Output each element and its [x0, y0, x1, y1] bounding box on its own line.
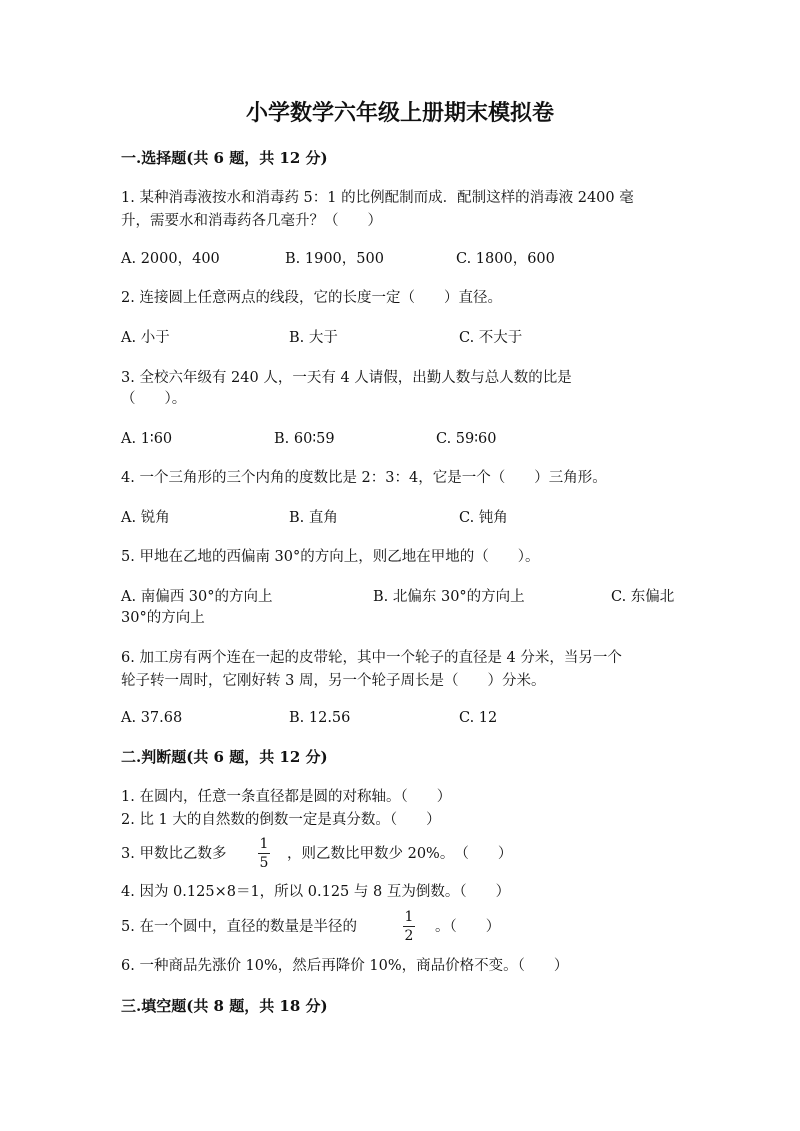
judgement-item-1: 1. 在圆内，任意一条直径都是圆的对称轴。（ ） — [121, 789, 452, 805]
question-4-line-1: 4. 一个三角形的三个内角的度数比是 2：3：4，它是一个（ ）三角形。 — [121, 470, 607, 486]
question-3-line-1: 3. 全校六年级有 240 人，一天有 4 人请假，出勤人数与总人数的比是 — [121, 370, 572, 386]
judgement-item-6: 6. 一种商品先涨价 10%，然后再降价 10%，商品价格不变。（ ） — [121, 958, 569, 974]
question-3-option-c: C. 59∶60 — [436, 431, 497, 447]
fraction-denominator: 2 — [404, 928, 414, 944]
fraction-bar — [258, 853, 270, 854]
question-5-option-c: C. 东偏北 — [611, 589, 675, 605]
question-1-option-a: A. 2000，400 — [121, 251, 220, 267]
fraction-one-half — [401, 909, 417, 944]
question-6-line-1: 6. 加工房有两个连在一起的皮带轮，其中一个轮子的直径是 4 分米，当另一个 — [121, 650, 622, 666]
question-2-option-c: C. 不大于 — [459, 330, 523, 346]
question-3-option-b: B. 60∶59 — [274, 431, 335, 447]
section-heading-fill-in: 三.填空题(共 8 题，共 18 分) — [121, 997, 328, 1015]
question-4-option-b: B. 直角 — [289, 510, 338, 526]
question-1-option-b: B. 1900，500 — [285, 251, 384, 267]
question-4-option-a: A. 锐角 — [121, 510, 170, 526]
question-1-line-2: 升，需要水和消毒药各几毫升？（ ） — [121, 213, 382, 229]
judgement-item-5-after: 。（ ） — [435, 919, 501, 935]
fraction-bar — [403, 926, 415, 927]
question-1-option-c: C. 1800，600 — [456, 251, 555, 267]
fraction-one-fifth — [256, 836, 272, 871]
question-5-line-1: 5. 甲地在乙地的西偏南 30°的方向上，则乙地在甲地的（ ）。 — [121, 549, 540, 565]
fraction-numerator: 1 — [259, 836, 269, 852]
section-heading-choice: 一.选择题(共 6 题，共 12 分) — [121, 149, 328, 167]
question-5-option-b: B. 北偏东 30°的方向上 — [373, 589, 525, 605]
question-6-line-2: 轮子转一周时，它刚好转 3 周，另一个轮子周长是（ ）分米。 — [121, 673, 546, 689]
question-2-option-b: B. 大于 — [289, 330, 338, 346]
question-5-option-a: A. 南偏西 30°的方向上 — [121, 589, 273, 605]
question-6-option-a: A. 37.68 — [121, 710, 183, 726]
question-5-option-c-continued: 30°的方向上 — [121, 610, 205, 626]
judgement-item-3-after: ，则乙数比甲数少 20%。 （ ） — [287, 846, 513, 862]
question-6-option-b: B. 12.56 — [289, 710, 351, 726]
page-title: 小学数学六年级上册期末模拟卷 — [245, 100, 554, 126]
question-6-option-c: C. 12 — [459, 710, 498, 726]
fraction-numerator: 1 — [404, 909, 414, 925]
judgement-item-3-before: 3. 甲数比乙数多 — [121, 846, 227, 862]
section-heading-judgement: 二.判断题(共 6 题，共 12 分) — [121, 748, 328, 766]
judgement-item-4: 4. 因为 0.125×8＝1，所以 0.125 与 8 互为倒数。（ ） — [121, 884, 511, 900]
question-3-line-2: （ ）。 — [121, 391, 187, 407]
question-1-line-1: 1. 某种消毒液按水和消毒药 5：1 的比例配制而成．配制这样的消毒液 2400 毫 — [121, 190, 634, 206]
judgement-item-2: 2. 比 1 大的自然数的倒数一定是真分数。（ ） — [121, 812, 441, 828]
question-2-line-1: 2. 连接圆上任意两点的线段，它的长度一定（ ）直径。 — [121, 290, 502, 306]
question-3-option-a: A. 1∶60 — [121, 431, 173, 447]
question-4-option-c: C. 钝角 — [459, 510, 508, 526]
question-2-option-a: A. 小于 — [121, 330, 170, 346]
judgement-item-5-before: 5. 在一个圆中，直径的数量是半径的 — [121, 919, 357, 935]
fraction-denominator: 5 — [259, 855, 269, 871]
